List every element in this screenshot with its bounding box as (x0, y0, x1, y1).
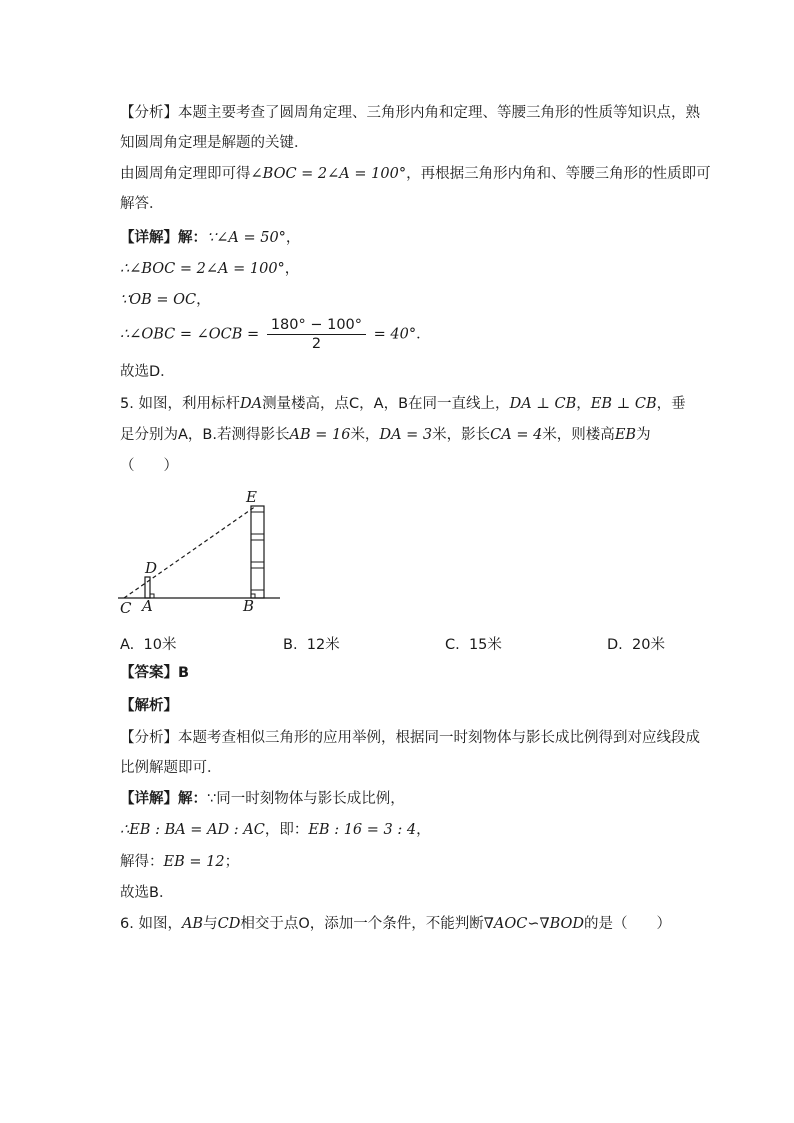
option-b[interactable] (283, 633, 340, 654)
solution-line-3 (120, 290, 680, 310)
text: 为 (636, 427, 651, 443)
q5-solution-line-1 (120, 789, 680, 809)
q5-solution-line-3 (120, 852, 680, 872)
math-expression: EB = 12 (163, 854, 225, 870)
shadow-line-ce (124, 506, 256, 598)
math-expression: CD (217, 916, 241, 932)
text: 【详解】解： (120, 791, 207, 807)
label-d: D (145, 559, 158, 577)
question-5-line-1 (120, 394, 686, 414)
analysis-line-3 (120, 164, 711, 184)
text: 解得： (120, 854, 164, 870)
text: ， (196, 292, 211, 308)
solution-line-1 (120, 228, 680, 248)
text: 的是（ ） (584, 916, 672, 932)
math-expression: EB (614, 427, 637, 443)
answer-blank: （ ） (120, 458, 178, 474)
label-b: B (243, 597, 255, 615)
question-5-figure (112, 484, 292, 618)
q5-solution-line-2 (120, 820, 680, 840)
text: 知圆周角定理是解题的关键． (120, 135, 309, 151)
text: 故选D． (120, 364, 175, 380)
option-label: C. (445, 637, 460, 653)
math-expression: EB ⊥ CB (590, 396, 657, 412)
math-expression: = 40° (373, 326, 417, 343)
math-expression: DA ⊥ CB (509, 396, 577, 412)
text: ，即： (264, 822, 309, 838)
math-expression: ∵OB = OC (120, 292, 197, 308)
q5-analysis-line-1 (120, 728, 700, 748)
math-expression: AB (181, 916, 204, 932)
answer-text: 【答案】B (120, 665, 190, 681)
text: 足分别为A，B.若测得影长 (120, 427, 290, 443)
text: 故选B． (120, 885, 174, 901)
math-expression: DA = 3 (379, 427, 433, 443)
math-expression: ∠BOC = 2∠A = 100° (250, 166, 407, 182)
solution-line-4 (120, 316, 680, 353)
math-expression: ∴∠OBC = ∠OCB = (120, 326, 260, 343)
fraction-denominator: 2 (311, 336, 322, 352)
text: 比例解题即可． (120, 760, 222, 776)
fraction (267, 316, 366, 353)
analysis-heading (120, 696, 680, 716)
analysis-line-1 (120, 103, 700, 123)
text: ， (416, 822, 431, 838)
option-label: A. (120, 637, 135, 653)
option-label: D. (607, 637, 623, 653)
text: ； (224, 854, 240, 870)
text: 【详解】解： (120, 230, 207, 246)
text: 6. 如图， (120, 916, 182, 932)
label-e: E (246, 488, 257, 506)
math-expression: CA = 4 (490, 427, 543, 443)
question-5-line-3 (120, 456, 680, 476)
fraction-numerator: 180° − 100° (267, 316, 366, 335)
math-expression: ∴∠BOC = 2∠A = 100° (120, 261, 285, 277)
text: 米， (350, 427, 380, 443)
text: 【分析】本题主要考查了圆周角定理、三角形内角和定理、等腰三角形的性质等知识点，熟 (120, 105, 700, 121)
math-expression: ∴EB : BA = AD : AC (120, 822, 265, 838)
answer-line (120, 663, 680, 683)
text: ，垂 (656, 396, 686, 412)
option-value: 15米 (468, 637, 502, 653)
math-expression: ∵∠A = 50° (207, 230, 286, 246)
option-a[interactable] (120, 633, 176, 654)
text: 米，则楼高 (542, 427, 615, 443)
math-expression: DA (239, 396, 263, 412)
solution-line-5 (120, 362, 680, 382)
q5-analysis-line-2 (120, 758, 680, 778)
text: 米，影长 (432, 427, 491, 443)
text: ， (285, 230, 301, 246)
text: ， (284, 261, 300, 277)
math-expression: EB : 16 = 3 : 4 (308, 822, 417, 838)
text: 解答． (120, 196, 164, 212)
analysis-line-4 (120, 194, 680, 214)
option-d[interactable] (607, 633, 665, 654)
heading-text: 【解析】 (120, 698, 178, 714)
solution-line-2 (120, 259, 680, 279)
option-value: 12米 (306, 637, 340, 653)
option-label: B. (283, 637, 298, 653)
text: 5. 如图，利用标杆 (120, 396, 240, 412)
option-value: 10米 (143, 637, 177, 653)
label-a: A (142, 597, 153, 615)
question-6-line-1 (120, 914, 680, 934)
text: 【分析】本题考查相似三角形的应用举例，根据同一时刻物体与影长成比例得到对应线段成 (120, 730, 700, 746)
building-eb (251, 506, 264, 598)
text: ． (416, 326, 431, 343)
text: ，再根据三角形内角和、等腰三角形的性质即可 (406, 166, 711, 182)
analysis-line-2 (120, 133, 680, 153)
text: 由圆周角定理即可得 (120, 166, 251, 182)
text: ， (576, 396, 591, 412)
label-c: C (120, 599, 132, 617)
question-5-line-2 (120, 425, 680, 445)
option-value: 20米 (632, 637, 665, 653)
math-expression: ∇AOC∽∇BOD (483, 916, 585, 932)
math-expression: AB = 16 (289, 427, 351, 443)
text: 相交于点O，添加一个条件，不能判断 (240, 916, 484, 932)
text: ∵同一时刻物体与影长成比例， (207, 791, 405, 807)
option-c[interactable] (445, 633, 502, 654)
text: 测量楼高，点C，A，B在同一直线上， (262, 396, 510, 412)
q5-solution-line-4 (120, 883, 680, 903)
text: 与 (203, 916, 218, 932)
